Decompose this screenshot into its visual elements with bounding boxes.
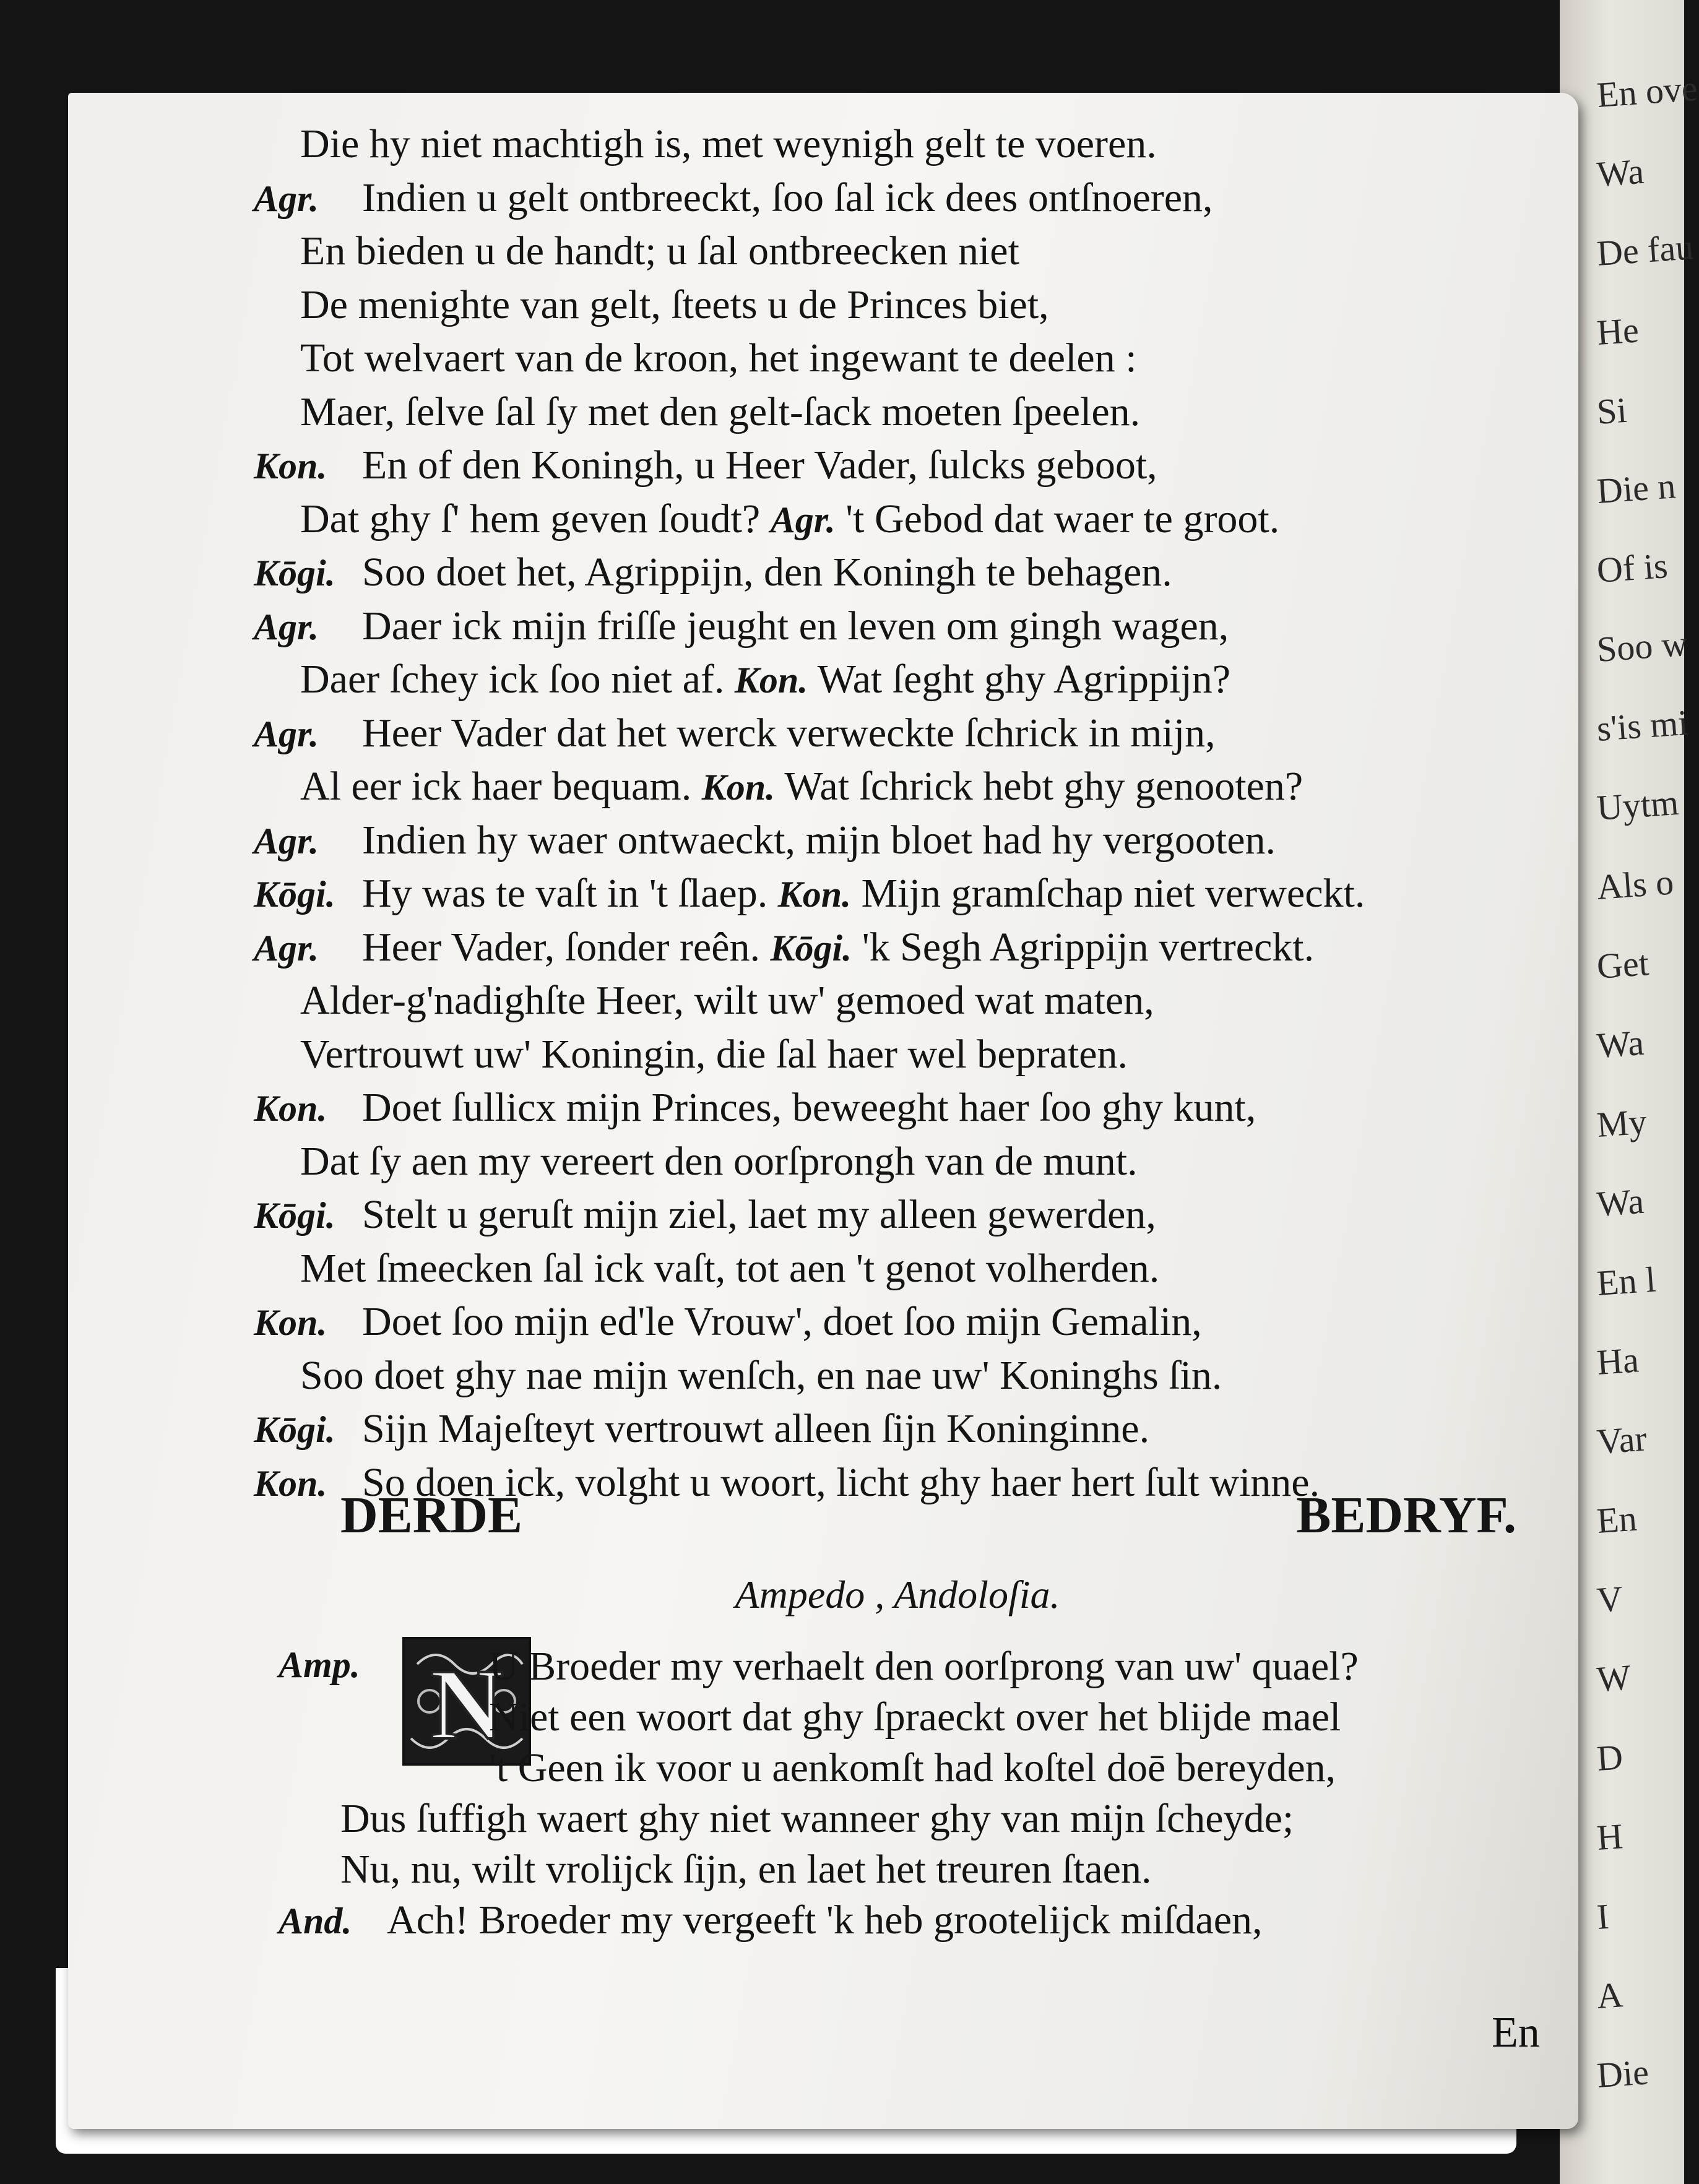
facing-page-fragment: Die xyxy=(1595,2052,1650,2096)
verse-text: Indien hy waer ontwaeckt, mijn bloet had hy vergooten. xyxy=(362,817,1276,863)
verse-text: Tot welvaert van de kroon, het ingewant te deelen : xyxy=(300,335,1137,381)
verse-line xyxy=(300,980,1154,1021)
facing-page-fragment: Ha xyxy=(1595,1339,1640,1383)
speaker-label: Kon. xyxy=(777,874,852,915)
verse-line xyxy=(300,228,1019,274)
verse-text: Nu, nu, wilt vrolijck ſijn, en laet het treuren ſtaen. xyxy=(340,1847,1152,1892)
facing-page-fragment: I xyxy=(1595,1896,1610,1937)
verse-text: So doen ick, volght u woort, licht ghy haer hert ſult winne. xyxy=(362,1459,1320,1505)
verse-text: Heer Vader, ſonder reên. xyxy=(362,924,760,970)
verse-line xyxy=(300,1138,1138,1184)
facing-page-fragment: Var xyxy=(1595,1418,1648,1462)
facing-page-fragment: Soo w xyxy=(1595,623,1689,670)
speaker-label: Kon. xyxy=(254,1462,327,1504)
facing-page-fragment: Uytm xyxy=(1595,782,1680,828)
verse-text: Daer ick mijn friſſe jeught en leven om gingh wagen, xyxy=(362,603,1229,649)
verse-line xyxy=(254,1087,1256,1128)
verse-line xyxy=(340,1798,1294,1839)
facing-page-fragment: D xyxy=(1595,1737,1625,1779)
facing-page-fragment: W xyxy=(1595,1657,1632,1699)
verse-line xyxy=(254,1301,1202,1342)
verse-line xyxy=(254,1406,1150,1451)
facing-page-fragment: Wa xyxy=(1595,1022,1645,1066)
verse-line xyxy=(300,335,1137,381)
verse-text: Doet ſoo mijn ed'le Vrouw', doet ſoo mijn Gemalin, xyxy=(362,1299,1202,1344)
verse-line xyxy=(254,603,1229,649)
verse-line xyxy=(489,1745,1336,1790)
verse-text: Wat ſeght ghy Agrippijn? xyxy=(817,657,1230,702)
verse-text: Dus ſuffigh waert ghy niet wanneer ghy van mijn ſcheyde; xyxy=(340,1796,1294,1841)
verse-text: Hy was te vaſt in 't ſlaep. xyxy=(362,871,768,916)
verse-line xyxy=(300,121,1157,166)
verse-text: Niet een woort dat ghy ſpraeckt over het blijde mael xyxy=(489,1694,1341,1740)
verse-text: Alder-g'nadighſte Heer, wilt uw' gemoed wat maten, xyxy=(300,978,1154,1023)
speaker-label: Agr. xyxy=(254,820,319,861)
verse-text: En of den Koningh, u Heer Vader, ſulcks geboot, xyxy=(362,442,1157,488)
facing-page-fragment: Die n xyxy=(1595,465,1677,511)
facing-page xyxy=(1560,0,1699,2184)
facing-page-fragment: Of is xyxy=(1595,545,1669,590)
facing-page-fragment: H xyxy=(1595,1816,1625,1858)
act-heading xyxy=(340,1485,1516,1545)
verse-text: Soo doet het, Agrippijn, den Koningh te behagen. xyxy=(362,550,1172,595)
speaker-label: Kon. xyxy=(701,767,776,808)
facing-page-fragment: Wa xyxy=(1595,1180,1645,1224)
verse-text: Dat ghy ſ' hem geven ſoudt? xyxy=(300,496,761,542)
act-heading-word: DERDE xyxy=(340,1487,523,1544)
verse-line xyxy=(300,1352,1222,1398)
speaker-label: Kōgi. xyxy=(254,874,335,915)
verse-line xyxy=(254,817,1276,863)
verse-text: En bieden u de handt; u ſal ontbreecken niet xyxy=(300,228,1019,274)
speaker-label: Agr. xyxy=(254,606,319,647)
verse-line xyxy=(300,1245,1160,1291)
speaker-label: Agr. xyxy=(254,178,319,219)
facing-page-fragment: My xyxy=(1595,1101,1648,1145)
verse-line xyxy=(254,873,1365,914)
facing-page-fragment: Wa xyxy=(1595,150,1645,194)
verse-text: Maer, ſelve ſal ſy met den gelt-ſack moeten ſpeelen. xyxy=(300,389,1141,434)
verse-text: Daer ſchey ick ſoo niet af. xyxy=(300,657,725,702)
verse-line xyxy=(254,552,1172,593)
speaker-label: Kon. xyxy=(254,1088,327,1129)
speaker-label: Agr. xyxy=(254,713,319,754)
verse-line xyxy=(254,442,1157,488)
verse-text: Ach! Broeder my vergeeft 'k heb grootelijck miſdaen, xyxy=(387,1897,1263,1943)
speaker-label: Agr. xyxy=(254,927,319,969)
verse-line xyxy=(300,496,1280,542)
catchword: En xyxy=(1492,2009,1540,2057)
speaker-label: And. xyxy=(279,1901,352,1941)
facing-page-fragment: V xyxy=(1595,1578,1625,1620)
verse-text: Al eer ick haer bequam. xyxy=(300,764,692,809)
facing-page-fragment: He xyxy=(1595,309,1640,353)
facing-page-fragment: s'is mi xyxy=(1595,702,1690,749)
speaker-label: Kon. xyxy=(254,446,327,486)
facing-page-fragment: Get xyxy=(1595,943,1650,986)
book-page xyxy=(68,93,1578,2129)
act-heading-word: BEDRYF. xyxy=(1296,1487,1516,1544)
verse-line xyxy=(279,1897,1263,1943)
facing-page-fragment: En l xyxy=(1595,1259,1658,1303)
verse-text: Indien u gelt ontbreeckt, ſoo ſal ick dees ontſnoeren, xyxy=(362,175,1213,220)
verse-text: Dat ſy aen my vereert den oorſprongh van de munt. xyxy=(300,1138,1138,1184)
verse-text: Heer Vader dat het werck verweckte ſchrick in mijn, xyxy=(362,710,1216,756)
verse-line xyxy=(340,1849,1151,1890)
verse-line xyxy=(489,1694,1341,1740)
speaker-label: Kōgi. xyxy=(254,553,335,593)
character-list: Ampedo , Andoloſia. xyxy=(735,1573,1060,1616)
verse-text: Die hy niet machtigh is, met weynigh gelt te voeren. xyxy=(300,121,1157,166)
speaker-label: Agr. xyxy=(770,499,836,540)
verse-text: Met ſmeecken ſal ick vaſt, tot aen 't genot volherden. xyxy=(300,1245,1160,1291)
verse-line xyxy=(254,1194,1156,1235)
speaker-label: Kon. xyxy=(734,660,808,701)
verse-text: U Broeder my verhaelt den oorſprong van uw' quael? xyxy=(489,1644,1359,1689)
facing-page-fragment: Si xyxy=(1595,389,1628,432)
verse-text: Mijn gramſchap niet verweckt. xyxy=(861,871,1365,916)
verse-line xyxy=(254,175,1213,220)
verse-line xyxy=(279,1644,1359,1689)
verse-line xyxy=(254,924,1315,970)
facing-page-fragment: En ove xyxy=(1595,67,1699,115)
speaker-label: Amp. xyxy=(279,1644,360,1685)
speaker-label: Kōgi. xyxy=(770,927,852,969)
verse-text: Doet ſullicx mijn Princes, beweeght haer ſoo ghy kunt, xyxy=(362,1085,1256,1130)
verse-text: 't Geen ik voor u aenkomſt had koſtel doē bereyden, xyxy=(489,1745,1336,1790)
verse-text: Soo doet ghy nae mijn wenſch, en nae uw' Koninghs ſin. xyxy=(300,1352,1222,1398)
verse-text: Wat ſchrick hebt ghy genooten? xyxy=(784,764,1303,809)
verse-text: Sijn Majeſteyt vertrouwt alleen ſijn Koninginne. xyxy=(362,1406,1150,1451)
speaker-label: Kōgi. xyxy=(254,1409,335,1450)
verse-line xyxy=(300,282,1049,327)
svg-text:N: N xyxy=(430,1649,504,1761)
facing-page-fragment: A xyxy=(1595,1974,1625,2016)
verse-line xyxy=(254,710,1216,756)
verse-line xyxy=(300,766,1303,807)
verse-text: 'k Segh Agrippijn vertreckt. xyxy=(862,924,1315,970)
verse-line xyxy=(300,389,1141,434)
facing-page-fragment: De fau xyxy=(1595,227,1695,274)
verse-text: 't Gebod dat waer te groot. xyxy=(845,496,1280,542)
verse-line xyxy=(300,659,1230,700)
facing-page-fragment: Als o xyxy=(1595,861,1675,907)
verse-line xyxy=(300,1031,1128,1077)
speaker-label: Kon. xyxy=(254,1302,327,1343)
verse-text: Vertrouwt uw' Koningin, die ſal haer wel bepraten. xyxy=(300,1031,1128,1077)
facing-page-fragment: En xyxy=(1595,1498,1638,1541)
verse-text: De menighte van gelt, ſteets u de Princes biet, xyxy=(300,282,1049,327)
verse-text: Stelt u geruſt mijn ziel, laet my alleen gewerden, xyxy=(362,1192,1156,1237)
speaker-label: Kōgi. xyxy=(254,1195,335,1236)
